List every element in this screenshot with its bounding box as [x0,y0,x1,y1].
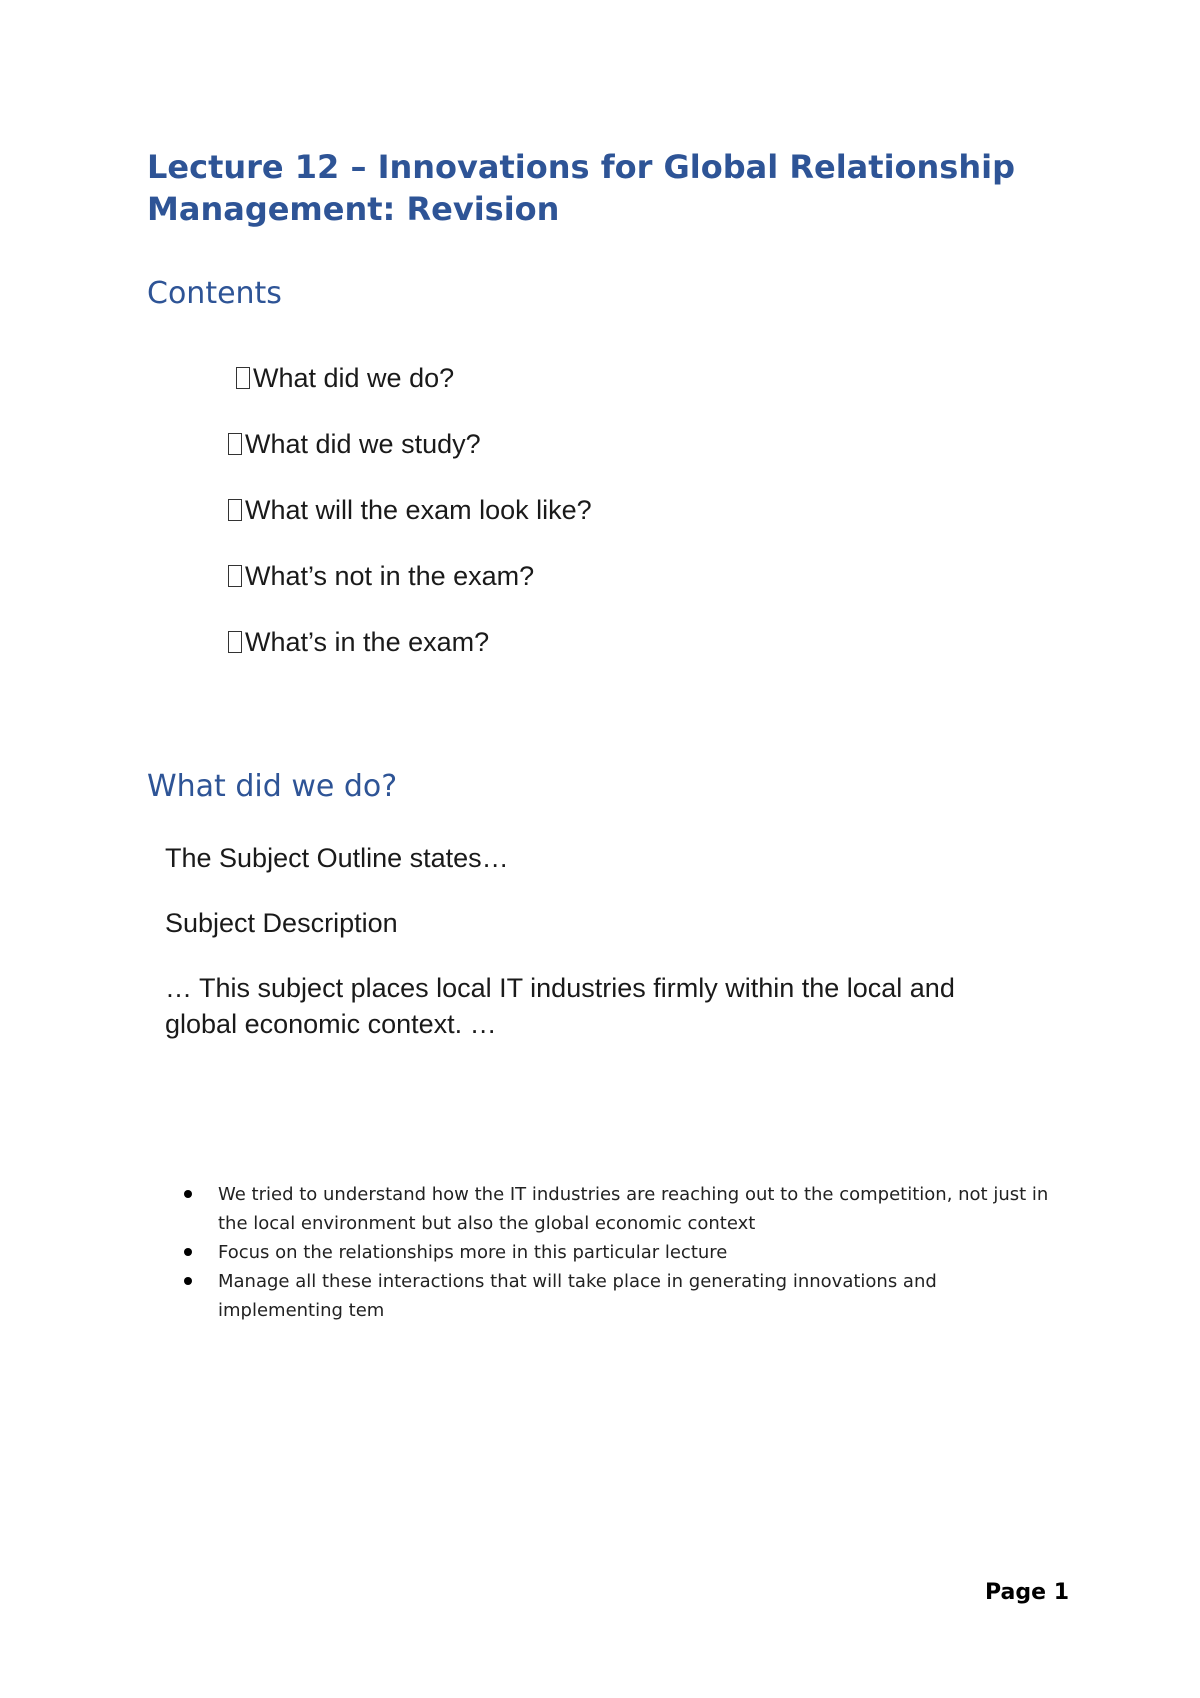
bullet-item [180,1180,1060,1238]
bullet-list [180,1180,1060,1325]
page-number: Page 1 [985,1580,1070,1605]
outline-intro: The Subject Outline states… [165,843,509,873]
bullet-dot-icon [184,1277,192,1285]
bullet-item [180,1267,1060,1325]
bullet-dot-icon [184,1248,192,1256]
bullet-text: We tried to understand how the IT industries are reaching out to the competition, not just in the local environment but also the global economic context [218,1184,1049,1234]
bullet-item [180,1238,1060,1267]
contents-item-label: What’s in the exam? [245,627,490,657]
missing-glyph-icon [228,433,242,455]
outline-quote: … This subject places local IT industries firmly within the local and global economic context. … [165,973,955,1039]
contents-item [228,626,489,658]
contents-item-label: What did we study? [245,429,481,459]
bullet-text: Focus on the relationships more in this particular lecture [218,1242,728,1263]
bullet-dot-icon [184,1190,192,1198]
section-heading-what-did-we-do: What did we do? [147,769,398,804]
contents-item-label: What’s not in the exam? [245,561,535,591]
contents-heading: Contents [147,276,282,311]
contents-item [236,362,454,394]
missing-glyph-icon [228,631,242,653]
contents-item-label: What did we do? [253,363,455,393]
missing-glyph-icon [228,565,242,587]
contents-item-label: What will the exam look like? [245,495,592,525]
missing-glyph-icon [236,367,250,389]
bullet-text: Manage all these interactions that will take place in generating innovations and implementing tem [218,1271,937,1321]
contents-item [228,428,481,460]
missing-glyph-icon [228,499,242,521]
contents-item [228,494,592,526]
contents-item [228,560,534,592]
document-title: Lecture 12 – Innovations for Global Relationship Management: Revision [147,148,1015,228]
outline-subheading: Subject Description [165,908,398,938]
